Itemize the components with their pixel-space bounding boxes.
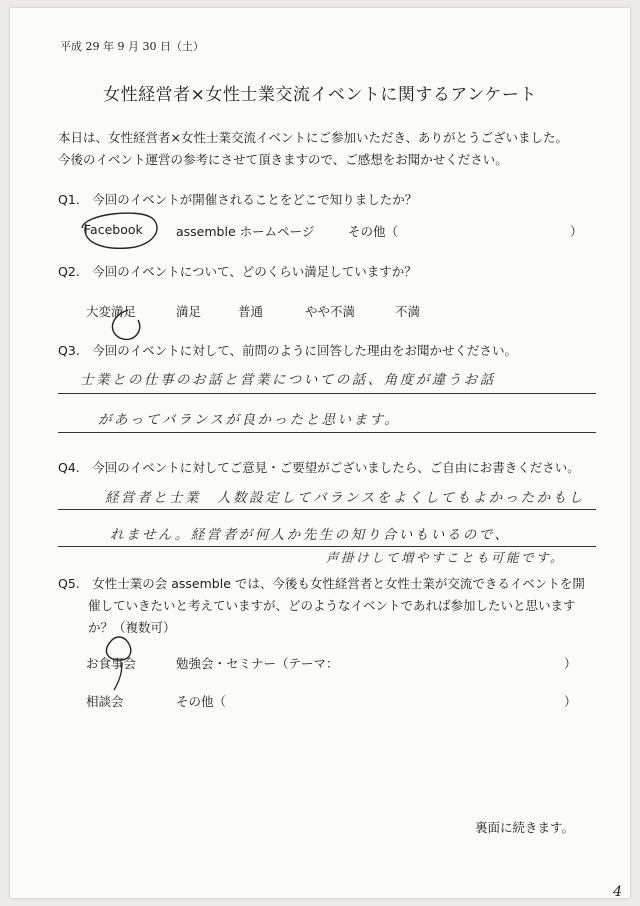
handwritten-page-number: 4 [613,884,622,900]
q1-question: Q1. 今回のイベントが開催されることをどこで知りましたか？ [58,192,418,207]
q1-selection-circle [82,213,157,248]
q3-question: Q3. 今回のイベントに対して、前問のように回答した理由をお聞かせください。 [58,343,518,358]
q5-option-seminar[interactable]: 勉強会・セミナー（テーマ： [176,656,339,671]
q2-option-satisfied[interactable]: 満足 [176,304,202,319]
survey-date: 平成 29 年 9 月 30 日（土） [60,40,204,53]
q5-question-line-1: Q5. 女性士業の会 assemble では、今後も女性経営者と女性士業が交流できるイベントを開 [58,576,585,591]
intro-line-2: 今後のイベント運営の参考にさせて頂きますので、ご感想をお聞かせください。 [58,152,508,167]
q2-option-neutral[interactable]: 普通 [238,304,264,319]
q1-option-other[interactable]: その他（ [348,224,399,239]
q3-answer-line-1: 士業との仕事のお話と営業についての話、角度が違うお話 [80,372,496,388]
q1-option-homepage[interactable]: assemble ホームページ [176,224,315,239]
q4-answer-line-3: 声掛けして増やすことも可能です。 [326,550,566,565]
survey-title: 女性経営者×女性士業交流イベントに関するアンケート [103,85,537,105]
q5-option-other-close: ） [564,694,577,709]
q5-option-seminar-close: ） [564,656,577,671]
q3-answer-line-2: があってバランスが良かったと思います。 [98,412,401,428]
q5-selection-arrow [114,662,122,690]
q2-selection-circle [112,310,139,339]
survey-page [10,8,630,898]
intro-line-1: 本日は、女性経営者×女性士業交流イベントにご参加いただき、ありがとうございました。 [58,130,568,145]
q5-question-line-3: か？（複数可） [88,620,176,635]
q5-option-consultation[interactable]: 相談会 [86,694,124,709]
q2-option-very-satisfied[interactable]: 大変満足 [86,304,137,319]
q1-option-other-close: ） [570,224,583,239]
q1-option-facebook[interactable]: Facebook [84,222,143,237]
q5-option-dinner[interactable]: お食事会 [86,656,137,671]
handwritten-marks [10,8,630,898]
continued-on-back-note: 裏面に続きます。 [474,820,574,835]
q5-option-other[interactable]: その他（ [176,694,227,709]
q4-answer-line-1: 経営者と士業 人数設定してバランスをよくしてもよかったかもし [105,490,585,506]
q2-question: Q2. 今回のイベントについて、どのくらい満足していますか？ [58,264,417,279]
q5-question-line-2: 催していきたいと考えていますが、どのようなイベントであれば参加したいと思います [88,598,576,613]
q2-option-somewhat-dissatisfied[interactable]: やや不満 [305,304,356,319]
q4-answer-line-2: れません。経営者が何人か先生の知り合いもいるので、 [110,527,511,543]
q2-option-dissatisfied[interactable]: 不満 [395,304,421,319]
q4-question: Q4. 今回のイベントに対してご意見・ご要望がございましたら、ご自由にお書きください。 [58,460,580,475]
q5-selection-circle [106,637,130,660]
